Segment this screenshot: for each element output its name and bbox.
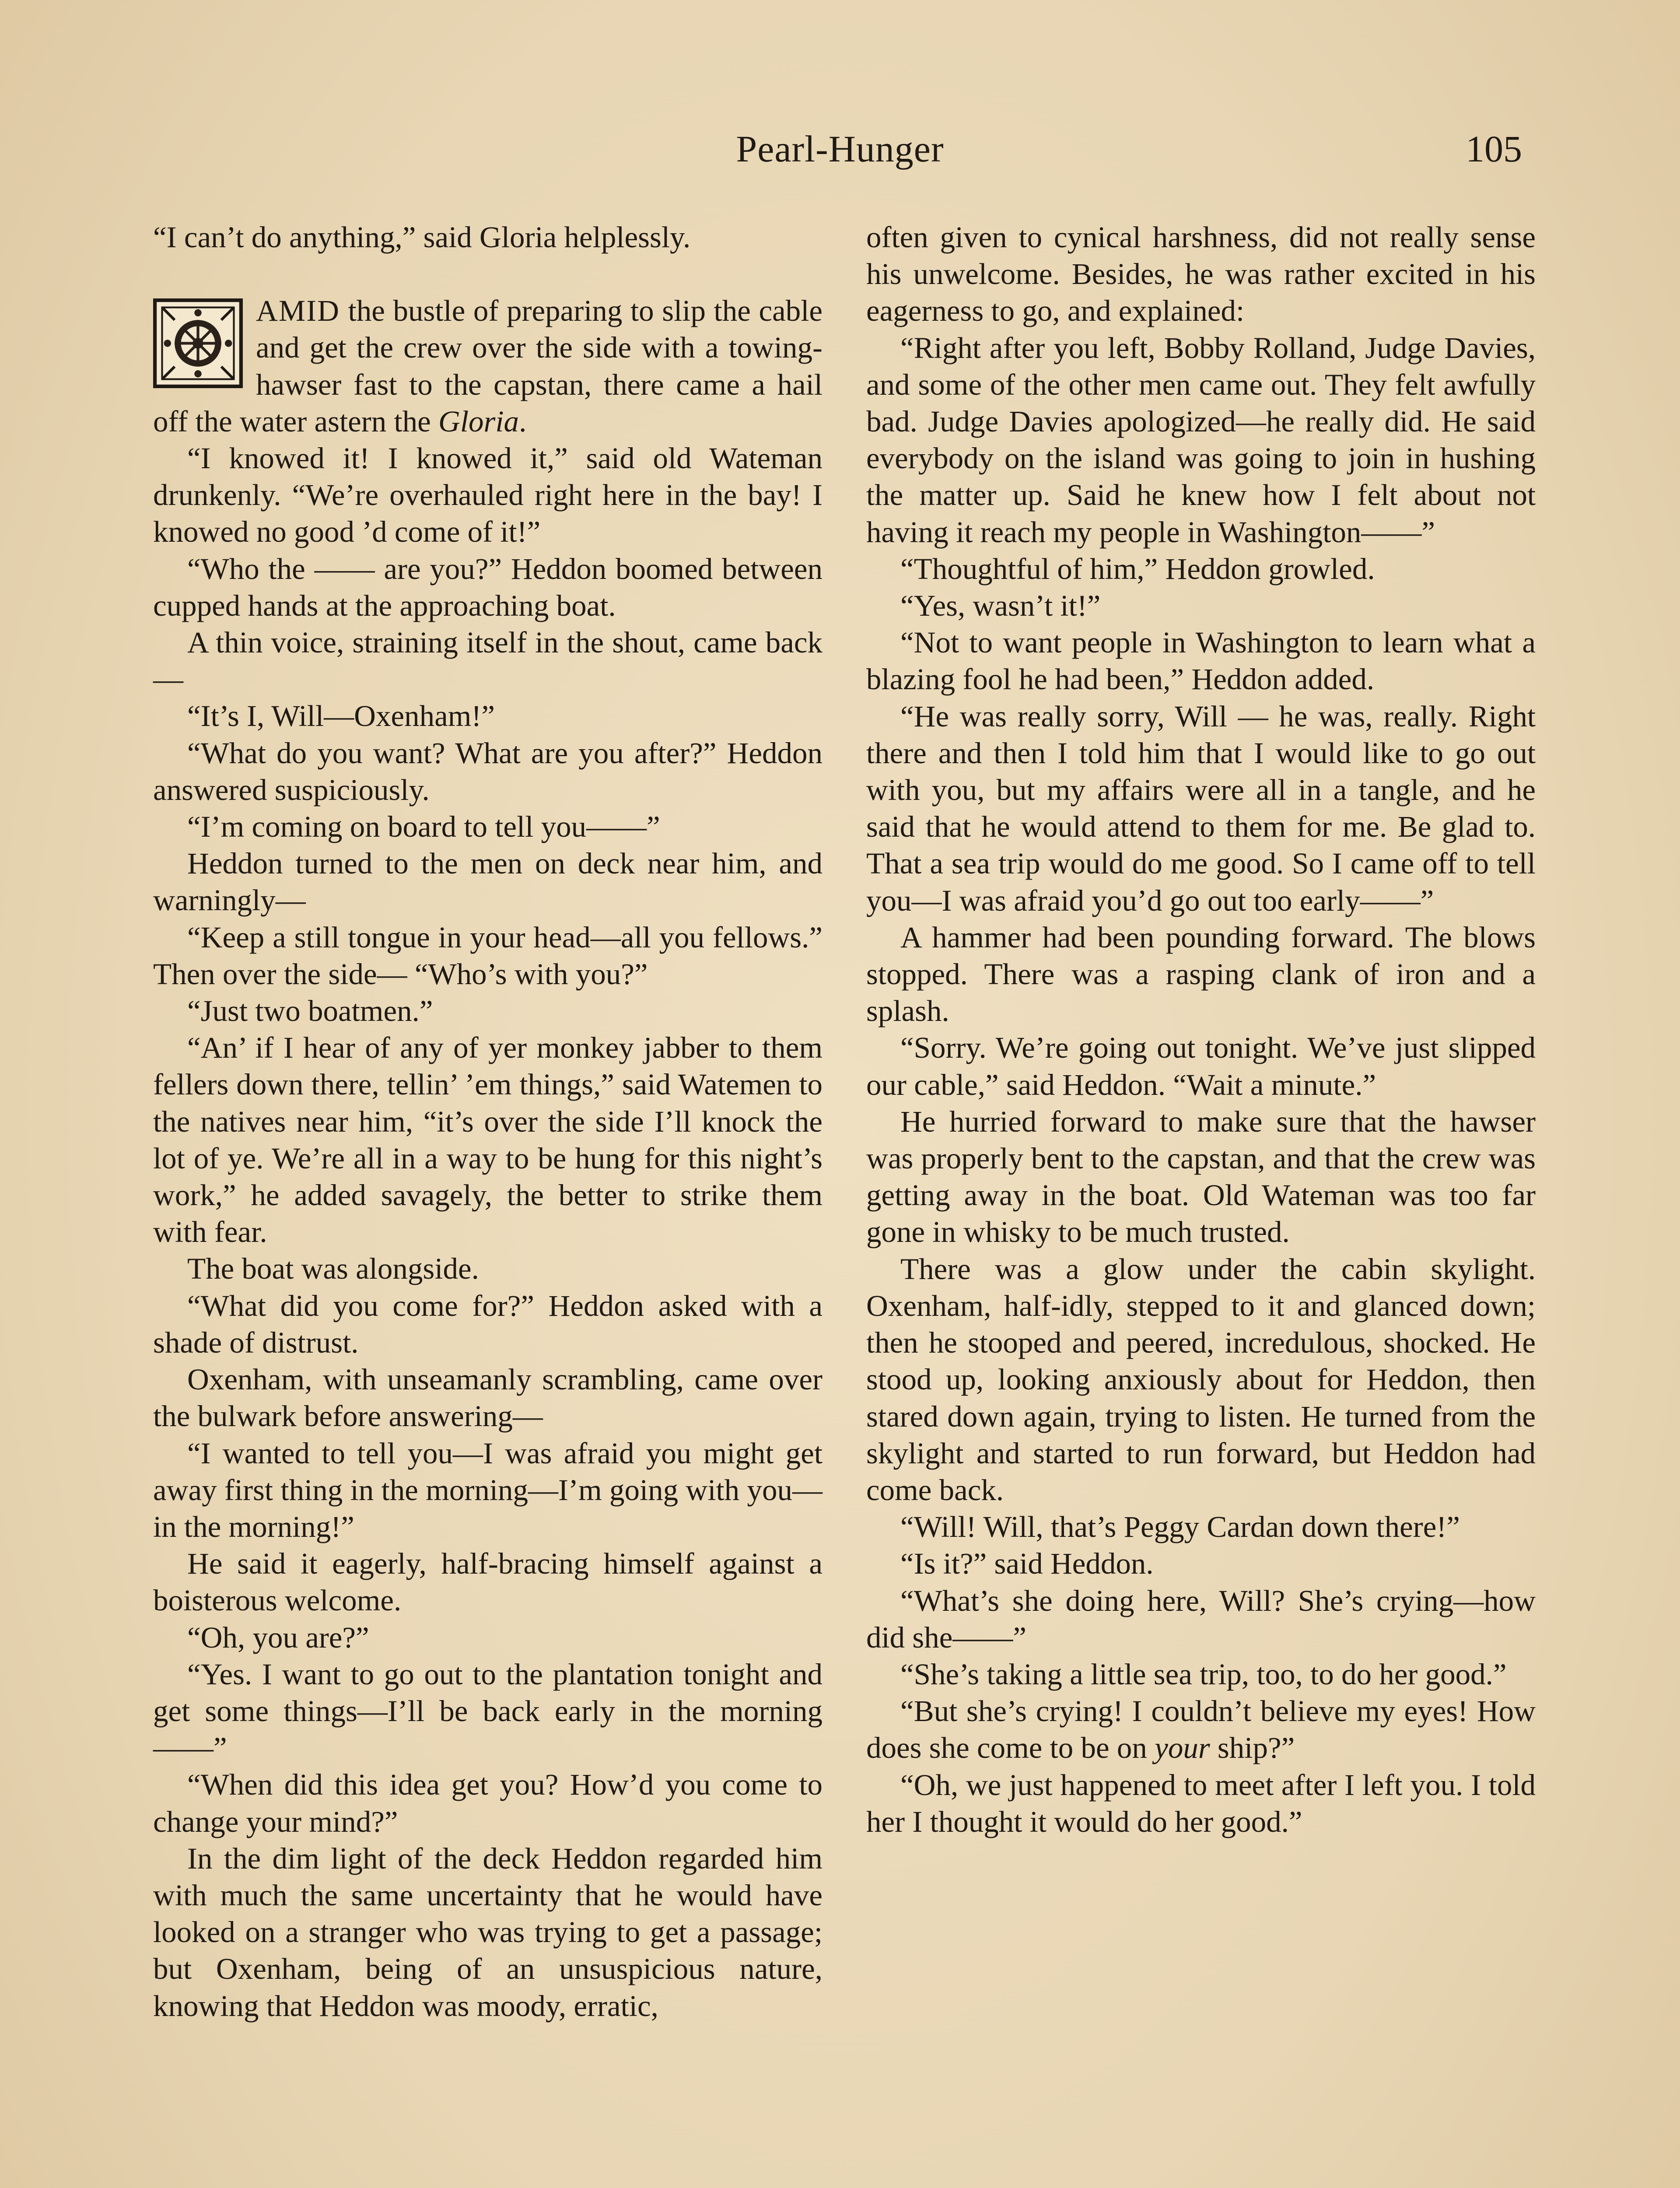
paragraph: A thin voice, straining itself in the shout, came back— (153, 626, 822, 696)
paragraph: He hurried forward to make sure that the hawser was properly bent to the capstan, and that the crew was getting away in the boat. Old Wateman was too far gone in whisky to be much trusted. (866, 1105, 1536, 1249)
paragraph: He said it eagerly, half-bracing himself against a boisterous welcome. (153, 1547, 822, 1617)
paragraph: “An’ if I hear of any of yer monkey jabber to them fellers down there, tellin’ ’em things,” said Watemen to the natives near him, “it’s over the side I’ll knock the lot of ye. We’re all in a way to be hung for this night’s work,” he added savagely, the better to strike them with fear. (153, 1031, 822, 1249)
paragraph: “Oh, you are?” (187, 1620, 369, 1654)
paragraph: “Sorry. We’re going out tonight. We’ve just slipped our cable,” said Heddon. “Wait a minute.” (866, 1031, 1536, 1101)
paragraph: “I can’t do anything,” said Gloria helplessly. (153, 221, 691, 254)
paragraph-text: “But she’s crying! I couldn’t believe my eyes! How does she come to be on (866, 1694, 1536, 1765)
drop-word: AMID (256, 294, 340, 328)
ship-name: Gloria (438, 404, 519, 438)
running-head-title: Pearl-Hunger (736, 128, 944, 170)
paragraph-text: the bustle of preparing to slip the cable and get the crew over the side with a towing-hawser fast to the capstan, there came a hail off the water astern the (153, 294, 822, 438)
paragraph: “I wanted to tell you—I was afraid you might get away first thing in the morning—I’m going with you—in the morning!” (153, 1436, 822, 1543)
paragraph: “Thoughtful of him,” Heddon growled. (900, 552, 1375, 586)
paragraph: “What do you want? What are you after?” Heddon answered suspiciously. (153, 736, 822, 806)
page-number: 105 (1466, 128, 1522, 170)
paragraph: “Will! Will, that’s Peggy Cardan down there!” (900, 1510, 1460, 1544)
paragraph: “He was really sorry, Will — he was, really. Right there and then I told him that I would like to go out with you, but my affairs were all in a tangle, and he said that he would attend to them for me. Be glad to. That a sea trip would do me good. So I came off to tell you—I was afraid you’d go out too early——” (866, 699, 1536, 917)
paragraph: “Yes, wasn’t it!” (900, 589, 1101, 623)
paragraph: “Keep a still tongue in your head—all you fellows.” Then over the side— “Who’s with you?” (153, 920, 822, 991)
paragraph: “Right after you left, Bobby Rolland, Judge Davies, and some of the other men came out. They felt awfully bad. Judge Davies apologized—he really did. He said everybody on the island was going to join in hushing the matter up. Said he knew how I felt about not having it reach my people in Washington——” (866, 331, 1536, 549)
paragraph: “It’s I, Will—Oxenham!” (187, 699, 495, 733)
paragraph-drop-cap (153, 292, 822, 440)
ship-wheel-ornament-icon (153, 298, 243, 388)
emphasis: your (1155, 1731, 1210, 1765)
paragraph: “What did you come for?” Heddon asked with a shade of distrust. (153, 1289, 822, 1359)
paragraph: The boat was alongside. (187, 1252, 479, 1286)
paragraph: “When did this idea get you? How’d you come to change your mind?” (153, 1768, 822, 1838)
paragraph: “Not to want people in Washington to learn what a blazing fool he had been,” Heddon added. (866, 626, 1536, 696)
paragraph: A hammer had been pounding forward. The blows stopped. There was a rasping clank of iron and a splash. (866, 920, 1536, 1028)
paragraph: In the dim light of the deck Heddon regarded him with much the same uncertainty that he would have looked on a stranger who was trying to get a passage; but Oxenham, being of an unsuspicious nature, knowing that Heddon was moody, erratic, (153, 1841, 822, 2023)
paragraph: “Is it?” said Heddon. (900, 1547, 1154, 1581)
paragraph: Heddon turned to the men on deck near him, and warningly— (153, 847, 822, 917)
left-column (153, 219, 822, 2024)
paragraph: Oxenham, with unseamanly scrambling, came over the bulwark before answering— (153, 1363, 822, 1433)
paragraph (866, 1693, 1536, 1766)
paragraph: There was a glow under the cabin skylight. Oxenham, half-idly, stepped to it and glanced down; then he stooped and peered, incredulous, shocked. He stood up, looking anxiously about for Heddon, then stared down again, trying to listen. He turned from the skylight and started to run forward, but Heddon had come back. (866, 1252, 1536, 1507)
paragraph: “Just two boatmen.” (187, 994, 433, 1028)
paragraph: “Oh, we just happened to meet after I left you. I told her I thought it would do her good.” (866, 1768, 1536, 1838)
paragraph: “I knowed it! I knowed it,” said old Wateman drunkenly. “We’re overhauled right here in the bay! I knowed no good ’d come of it!” (153, 442, 822, 549)
paragraph: “She’s taking a little sea trip, too, to do her good.” (900, 1657, 1507, 1691)
paragraph: “Yes. I want to go out to the plantation tonight and get some things—I’ll be back early in the morning——” (153, 1657, 822, 1765)
paragraph: “Who the —— are you?” Heddon boomed between cupped hands at the approaching boat. (153, 552, 822, 622)
paragraph: often given to cynical harshness, did not really sense his unwelcome. Besides, he was rather excited in his eagerness to go, and explained: (866, 221, 1536, 328)
paragraph-text: . (519, 404, 527, 438)
paragraph-text: ship?” (1210, 1731, 1295, 1765)
paragraph: “What’s she doing here, Will? She’s crying—how did she——” (866, 1584, 1536, 1654)
right-column (866, 219, 1536, 1840)
paragraph: “I’m coming on board to tell you——” (187, 810, 660, 844)
